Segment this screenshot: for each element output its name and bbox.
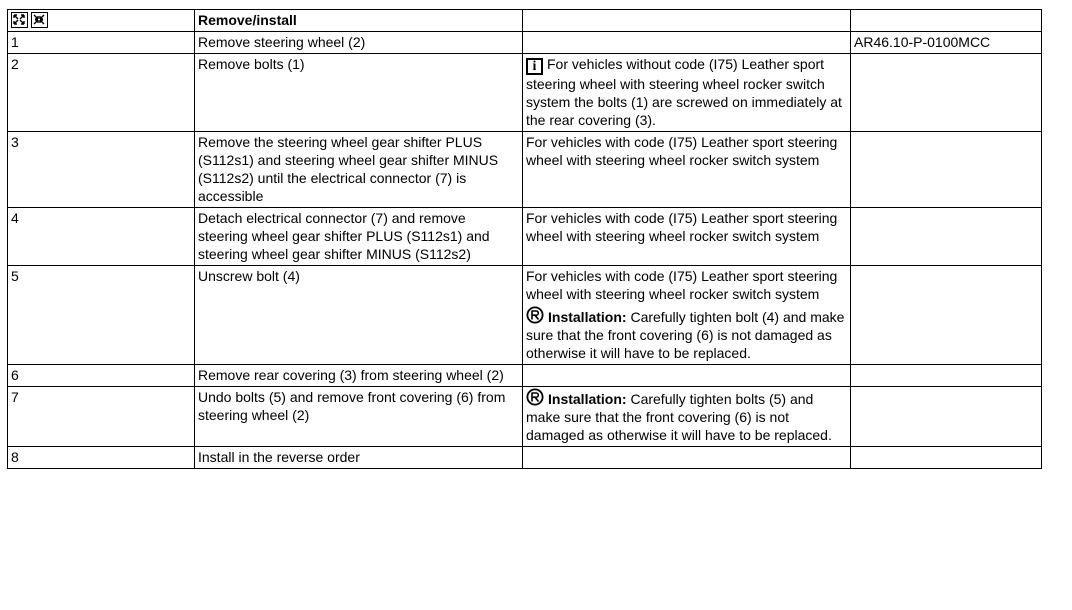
- step-action: Remove bolts (1): [195, 54, 523, 132]
- table-row: [8, 208, 1042, 266]
- step-number: 8: [8, 447, 195, 469]
- step-number: 1: [8, 32, 195, 54]
- step-action: Undo bolts (5) and remove front covering (6) from steering wheel (2): [195, 387, 523, 447]
- table-row: [8, 387, 1042, 447]
- step-reference: [851, 208, 1042, 266]
- step-notes: [523, 387, 851, 447]
- procedure-table: [7, 9, 1042, 469]
- step-action: Remove steering wheel (2): [195, 32, 523, 54]
- step-notes: [523, 365, 851, 387]
- note-text: For vehicles without code (I75) Leather sport steering wheel with steering wheel rocker switch system the bolts (1) are screwed on immediately at the rear covering (3).: [526, 56, 842, 128]
- step-number: 5: [8, 266, 195, 365]
- step-notes: [523, 132, 851, 208]
- header-icons-cell: [8, 10, 195, 32]
- step-note: [526, 306, 847, 362]
- step-reference: [851, 54, 1042, 132]
- installation-icon: [526, 306, 544, 324]
- step-notes: [523, 32, 851, 54]
- header-row: [8, 10, 1042, 32]
- step-reference: [851, 365, 1042, 387]
- step-action: Remove the steering wheel gear shifter PLUS (S112s1) and steering wheel gear shifter MINUS (S112s2) until the electrical connector (7) is accessible: [195, 132, 523, 208]
- step-number: 7: [8, 387, 195, 447]
- header-ref-cell: [851, 10, 1042, 32]
- step-number: 6: [8, 365, 195, 387]
- step-number: 2: [8, 54, 195, 132]
- step-notes: [523, 447, 851, 469]
- step-note: [526, 55, 847, 129]
- note-text: For vehicles with code (I75) Leather sport steering wheel with steering wheel rocker switch system: [526, 134, 838, 168]
- step-action: Unscrew bolt (4): [195, 266, 523, 365]
- step-action: Remove rear covering (3) from steering wheel (2): [195, 365, 523, 387]
- note-label: Installation:: [548, 309, 627, 325]
- step-note: [526, 267, 847, 303]
- step-notes: [523, 266, 851, 365]
- table-row: [8, 32, 1042, 54]
- step-notes: [523, 208, 851, 266]
- header-title: Remove/install: [195, 10, 523, 32]
- table-row: [8, 132, 1042, 208]
- step-reference[interactable]: AR46.10-P-0100MCC: [851, 32, 1042, 54]
- note-text: For vehicles with code (I75) Leather sport steering wheel with steering wheel rocker switch system: [526, 268, 838, 302]
- note-text: Carefully tighten bolts (5) and make sure that the front covering (6) is not damaged as otherwise it will have to be replaced.: [526, 391, 832, 443]
- step-reference: [851, 266, 1042, 365]
- step-note: [526, 133, 847, 169]
- step-reference: [851, 387, 1042, 447]
- step-notes: [523, 54, 851, 132]
- step-action: Install in the reverse order: [195, 447, 523, 469]
- table-row: [8, 447, 1042, 469]
- step-number: 3: [8, 132, 195, 208]
- step-reference: [851, 447, 1042, 469]
- table-row: [8, 54, 1042, 132]
- note-text: Carefully tighten bolt (4) and make sure that the front covering (6) is not damaged as otherwise it will have to be replaced.: [526, 309, 845, 361]
- step-reference: [851, 132, 1042, 208]
- step-number: 4: [8, 208, 195, 266]
- note-label: Installation:: [548, 391, 627, 407]
- info-icon: i: [526, 58, 543, 75]
- table-row: [8, 365, 1042, 387]
- note-text: For vehicles with code (I75) Leather sport steering wheel with steering wheel rocker switch system: [526, 210, 838, 244]
- installation-icon: [526, 388, 544, 406]
- collapse-icon[interactable]: [31, 12, 48, 28]
- step-note: [526, 209, 847, 245]
- expand-icon[interactable]: [11, 12, 28, 28]
- table-row: [8, 266, 1042, 365]
- header-notes-cell: [523, 10, 851, 32]
- step-action: Detach electrical connector (7) and remove steering wheel gear shifter PLUS (S112s1) and steering wheel gear shifter MINUS (S112s2): [195, 208, 523, 266]
- step-note: [526, 388, 847, 444]
